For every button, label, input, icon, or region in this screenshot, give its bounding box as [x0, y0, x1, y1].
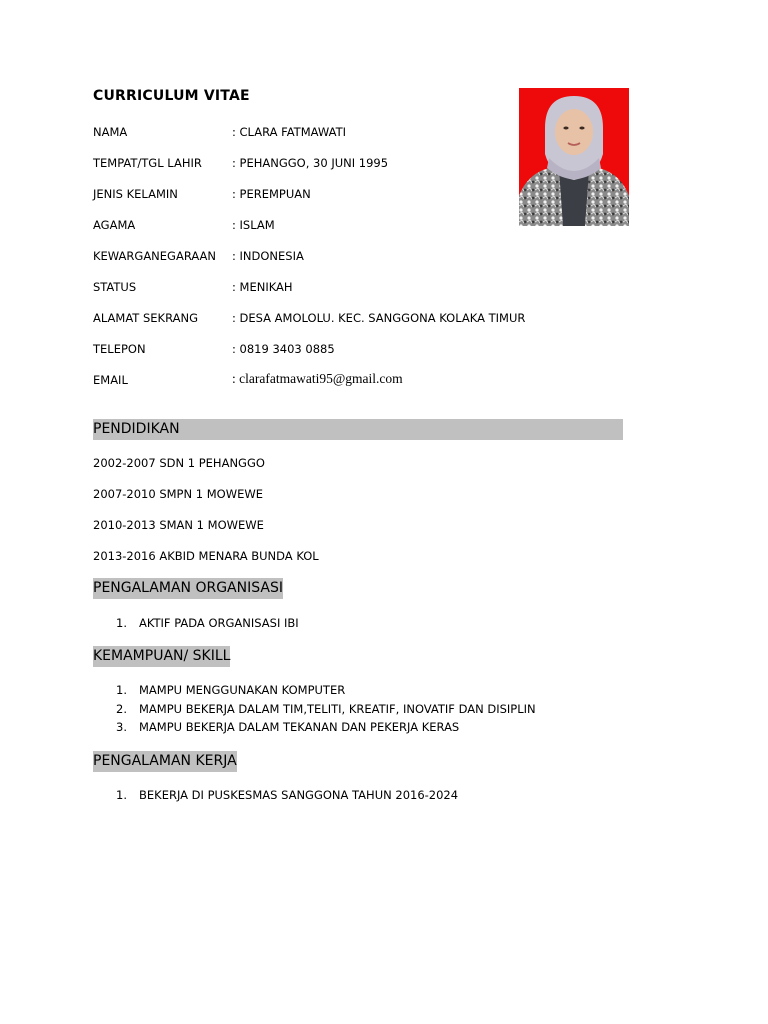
section-heading-organisasi: PENGALAMAN ORGANISASI: [93, 578, 283, 599]
info-label: TELEPON: [93, 342, 146, 356]
info-value: : ISLAM: [232, 218, 275, 232]
info-label: JENIS KELAMIN: [93, 187, 178, 201]
list-text: BEKERJA DI PUSKESMAS SANGGONA TAHUN 2016-2024: [139, 788, 459, 802]
info-value: : PEREMPUAN: [232, 187, 311, 201]
education-item: 2002-2007 SDN 1 PEHANGGO: [93, 456, 265, 470]
portrait-illustration: [519, 88, 629, 226]
section-heading-kerja: PENGALAMAN KERJA: [93, 751, 237, 772]
list-text: MAMPU BEKERJA DALAM TEKANAN DAN PEKERJA KERAS: [139, 720, 460, 734]
education-item: 2010-2013 SMAN 1 MOWEWE: [93, 518, 264, 532]
info-label: EMAIL: [93, 373, 128, 387]
email-value: : clarafatmawati95@gmail.com: [232, 371, 403, 386]
list-number: 1.: [116, 683, 127, 697]
education-item: 2013-2016 AKBID MENARA BUNDA KOL: [93, 549, 319, 563]
list-number: 3.: [116, 720, 127, 734]
info-value: : CLARA FATMAWATI: [232, 125, 346, 139]
info-label: AGAMA: [93, 218, 136, 232]
list-number: 1.: [116, 616, 127, 630]
list-text: MAMPU MENGGUNAKAN KOMPUTER: [139, 683, 346, 697]
profile-photo: [519, 88, 629, 226]
info-label: ALAMAT SEKRANG: [93, 311, 198, 325]
section-heading-pendidikan: PENDIDIKAN: [93, 419, 623, 440]
document-title: CURRICULUM VITAE: [93, 88, 250, 104]
section-heading-skill: KEMAMPUAN/ SKILL: [93, 646, 230, 667]
list-text: MAMPU BEKERJA DALAM TIM,TELITI, KREATIF, INOVATIF DAN DISIPLIN: [139, 702, 536, 716]
info-label: NAMA: [93, 125, 128, 139]
education-item: 2007-2010 SMPN 1 MOWEWE: [93, 487, 263, 501]
info-value: : MENIKAH: [232, 280, 293, 294]
info-label: TEMPAT/TGL LAHIR: [93, 156, 202, 170]
info-value: : INDONESIA: [232, 249, 304, 263]
info-value: : PEHANGGO, 30 JUNI 1995: [232, 156, 389, 170]
info-value: : 0819 3403 0885: [232, 342, 335, 356]
info-label: STATUS: [93, 280, 137, 294]
list-text: AKTIF PADA ORGANISASI IBI: [139, 616, 299, 630]
info-label: KEWARGANEGARAAN: [93, 249, 217, 263]
list-number: 2.: [116, 702, 127, 716]
info-value: : DESA AMOLOLU. KEC. SANGGONA KOLAKA TIMUR: [232, 311, 526, 325]
list-number: 1.: [116, 788, 127, 802]
